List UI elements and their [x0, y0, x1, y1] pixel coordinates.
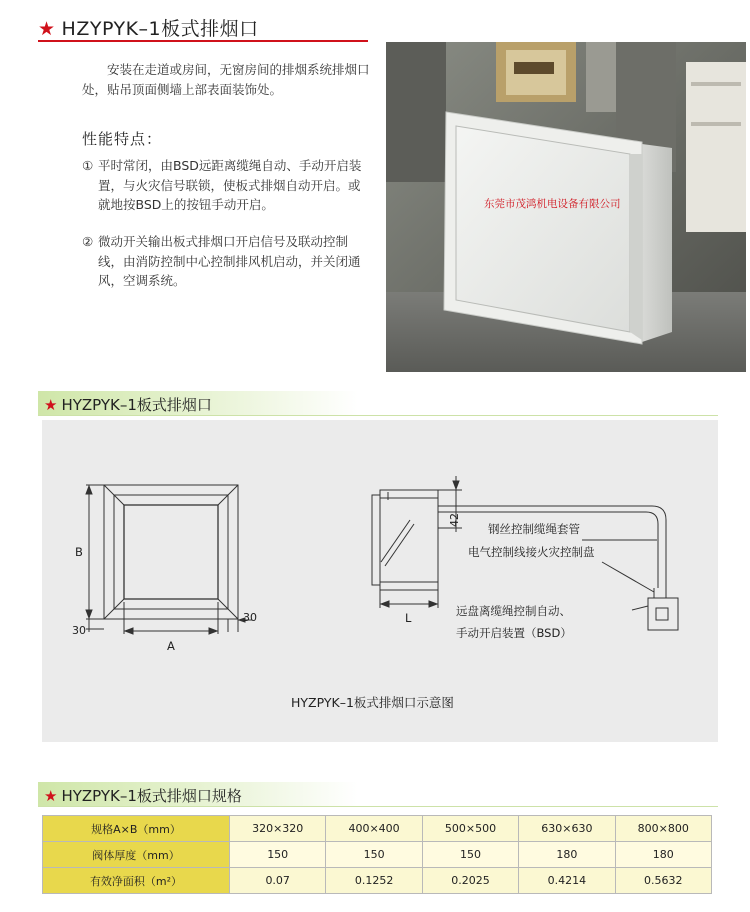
table-cell: 400×400	[326, 816, 422, 842]
section-title: ★ HYZPYK–1板式排烟口	[44, 396, 212, 414]
table-cell: 500×500	[422, 816, 518, 842]
table-cell: 320×320	[230, 816, 326, 842]
table-cell: 0.5632	[615, 868, 711, 894]
callout-bsd-line1: 远盘离缆绳控制自动、	[456, 604, 571, 618]
feature-number: ②	[82, 234, 94, 249]
watermark-text: 东莞市茂鸿机电设备有限公司	[484, 198, 621, 210]
intro-paragraph: 安装在走道或房间，无窗房间的排烟系统排烟口处，贴吊顶面侧墙上部表面装饰处。	[82, 62, 370, 97]
page-title	[38, 14, 259, 41]
features-title: 性能特点：	[82, 130, 163, 148]
table-cell: 150	[230, 842, 326, 868]
feature-text: 微动开关输出板式排烟口开启信号及联动控制线，由消防控制中心控制排风机启动，并关闭通风，空调系统。	[98, 234, 361, 288]
table-row	[43, 868, 712, 894]
section-divider	[38, 415, 718, 416]
table-cell: 150	[422, 842, 518, 868]
section-header-diagram	[38, 391, 358, 415]
dim-42-label: 42	[448, 513, 461, 527]
callout-cable-sleeve: 钢丝控制缆绳套管	[488, 522, 580, 536]
dim-L-label: L	[405, 611, 412, 625]
section-divider	[38, 806, 718, 807]
table-row	[43, 842, 712, 868]
dim-B-label: B	[75, 545, 83, 559]
row-label: 阀体厚度（mm）	[43, 842, 230, 868]
feature-item-1	[82, 156, 382, 215]
page-title-text: HZYPYK–1板式排烟口	[61, 18, 259, 40]
feature-text: 平时常闭，由BSD远距离缆绳自动、手动开启装置，与火灾信号联锁，使板式排烟自动开启。或就地按BSD上的按钮手动开启。	[98, 158, 362, 212]
star-icon: ★	[38, 18, 56, 40]
table-cell: 0.07	[230, 868, 326, 894]
table-cell: 0.2025	[422, 868, 518, 894]
title-underline	[38, 40, 368, 42]
table-cell: 630×630	[519, 816, 615, 842]
callout-bsd-line2: 手动开启装置（BSD）	[456, 626, 572, 640]
section-title: ★ HYZPYK–1板式排烟口规格	[44, 787, 242, 805]
diagram-caption: HYZPYK–1板式排烟口示意图	[291, 695, 454, 710]
table-cell: 150	[326, 842, 422, 868]
row-label: 有效净面积（m²）	[43, 868, 230, 894]
dim-30-left-label: 30	[72, 624, 86, 637]
callout-fire-panel: 电气控制线接火灾控制盘	[468, 545, 595, 559]
section-header-specs	[38, 782, 358, 806]
table-cell: 0.1252	[326, 868, 422, 894]
table-cell: 800×800	[615, 816, 711, 842]
table-row	[43, 816, 712, 842]
table-cell: 180	[519, 842, 615, 868]
table-cell: 0.4214	[519, 868, 615, 894]
feature-number: ①	[82, 158, 94, 173]
table-cell: 180	[615, 842, 711, 868]
dim-30-right-label: 30	[243, 611, 257, 624]
dim-A-label: A	[167, 639, 175, 653]
feature-item-2	[82, 232, 382, 291]
spec-table	[42, 815, 712, 894]
star-icon: ★	[44, 396, 58, 414]
star-icon: ★	[44, 787, 58, 805]
row-label: 规格A×B（mm）	[43, 816, 230, 842]
